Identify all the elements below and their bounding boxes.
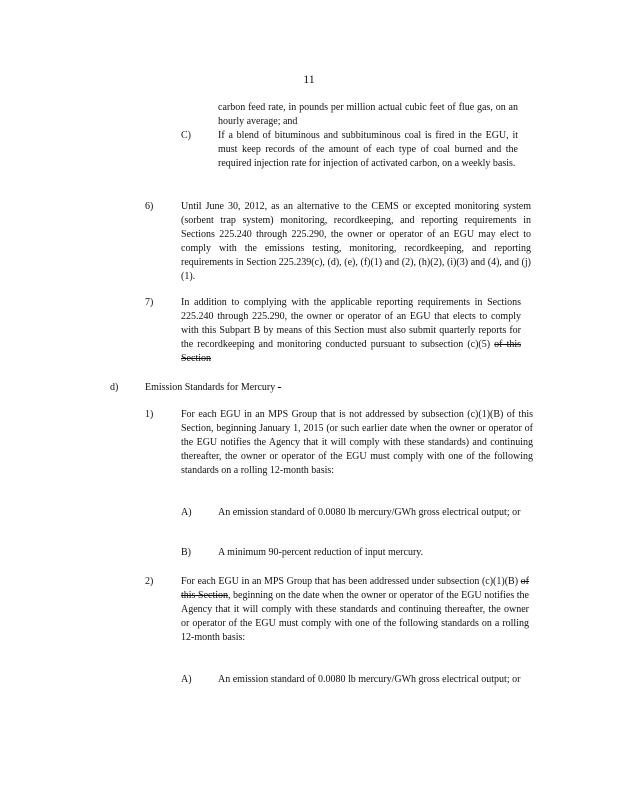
item-c-label: C) xyxy=(181,130,191,141)
d1-b-label: B) xyxy=(181,547,191,558)
d1-b-text: A minimum 90-percent reduction of input mercury. xyxy=(218,547,424,558)
d1-a-text: An emission standard of 0.0080 lb mercury/GWh gross electrical output; or xyxy=(218,507,521,518)
continuation-text: carbon feed rate, in pounds per million actual cubic feet of flue gas, on an hourly average; and xyxy=(218,102,518,127)
d2-text-pre: For each EGU in an MPS Group that has been addressed under subsection (c)(1)(B) xyxy=(181,576,519,587)
item-c-text: If a blend of bituminous and subbituminous coal is fired in the EGU, it must keep records of the amount of each type of coal burned and the required injection rate for injection of activated carbon, on a weekly basis. xyxy=(218,130,518,169)
item-6-text: Until June 30, 2012, as an alternative to the CEMS or excepted monitoring system (sorbent trap system) monitoring, recordkeeping, and reporting requirements in Sections 225.240 through 225.290, the owner or operator of an EGU may elect to comply with the emissions testing, monitoring, recordkeeping, and reporting requirements in Section 225.239(c), (d), (e), (f)(1) and (2), (h)(2), (i)(3) and (4), and (j)(1). xyxy=(181,201,531,282)
item-7-label: 7) xyxy=(145,297,154,308)
d2-label: 2) xyxy=(145,576,154,587)
item-6-label: 6) xyxy=(145,201,154,212)
d2-a-text: An emission standard of 0.0080 lb mercury/GWh gross electrical output; or xyxy=(218,674,521,685)
section-d-heading-text: Emission Standards for Mercury xyxy=(145,382,276,393)
section-d-heading xyxy=(145,381,281,395)
d1-label: 1) xyxy=(145,409,154,420)
d2-text-post: , beginning on the date when the owner or operator of the EGU notifies the Agency that it will comply with these standards and continuing thereafter, the owner or operator of the EGU must comply with one of the following standards on a rolling 12-month basis: xyxy=(181,590,529,643)
d2-a-label: A) xyxy=(181,674,192,685)
d2-deleted-text: of this Section xyxy=(181,576,530,601)
item-7-text xyxy=(181,296,521,366)
d1-a-label: A) xyxy=(181,507,192,518)
d2-text xyxy=(181,575,529,645)
section-d-label: d) xyxy=(110,382,119,393)
item-7-body: In addition to complying with the applicable reporting requirements in Sections 225.240 through 225.290, the owner or operator of an EGU that elects to comply with this Subpart B by means of this Section must also submit quarterly reports for the recordkeeping and monitoring conducted pursuant to subsection (c)(5) xyxy=(181,297,521,350)
page-number: 11 xyxy=(303,72,315,86)
d1-text: For each EGU in an MPS Group that is not addressed by subsection (c)(1)(B) of this Section, beginning January 1, 2015 (or such earlier date when the owner or operator of the EGU notifies the Agency that it will comply with these standards) and continuing thereafter, the owner or operator of the EGU must comply with one of the following standards on a rolling 12-month basis: xyxy=(181,409,533,476)
section-d-heading-mark: - xyxy=(277,382,282,393)
item-7-deleted-text: of this Section xyxy=(181,339,522,364)
